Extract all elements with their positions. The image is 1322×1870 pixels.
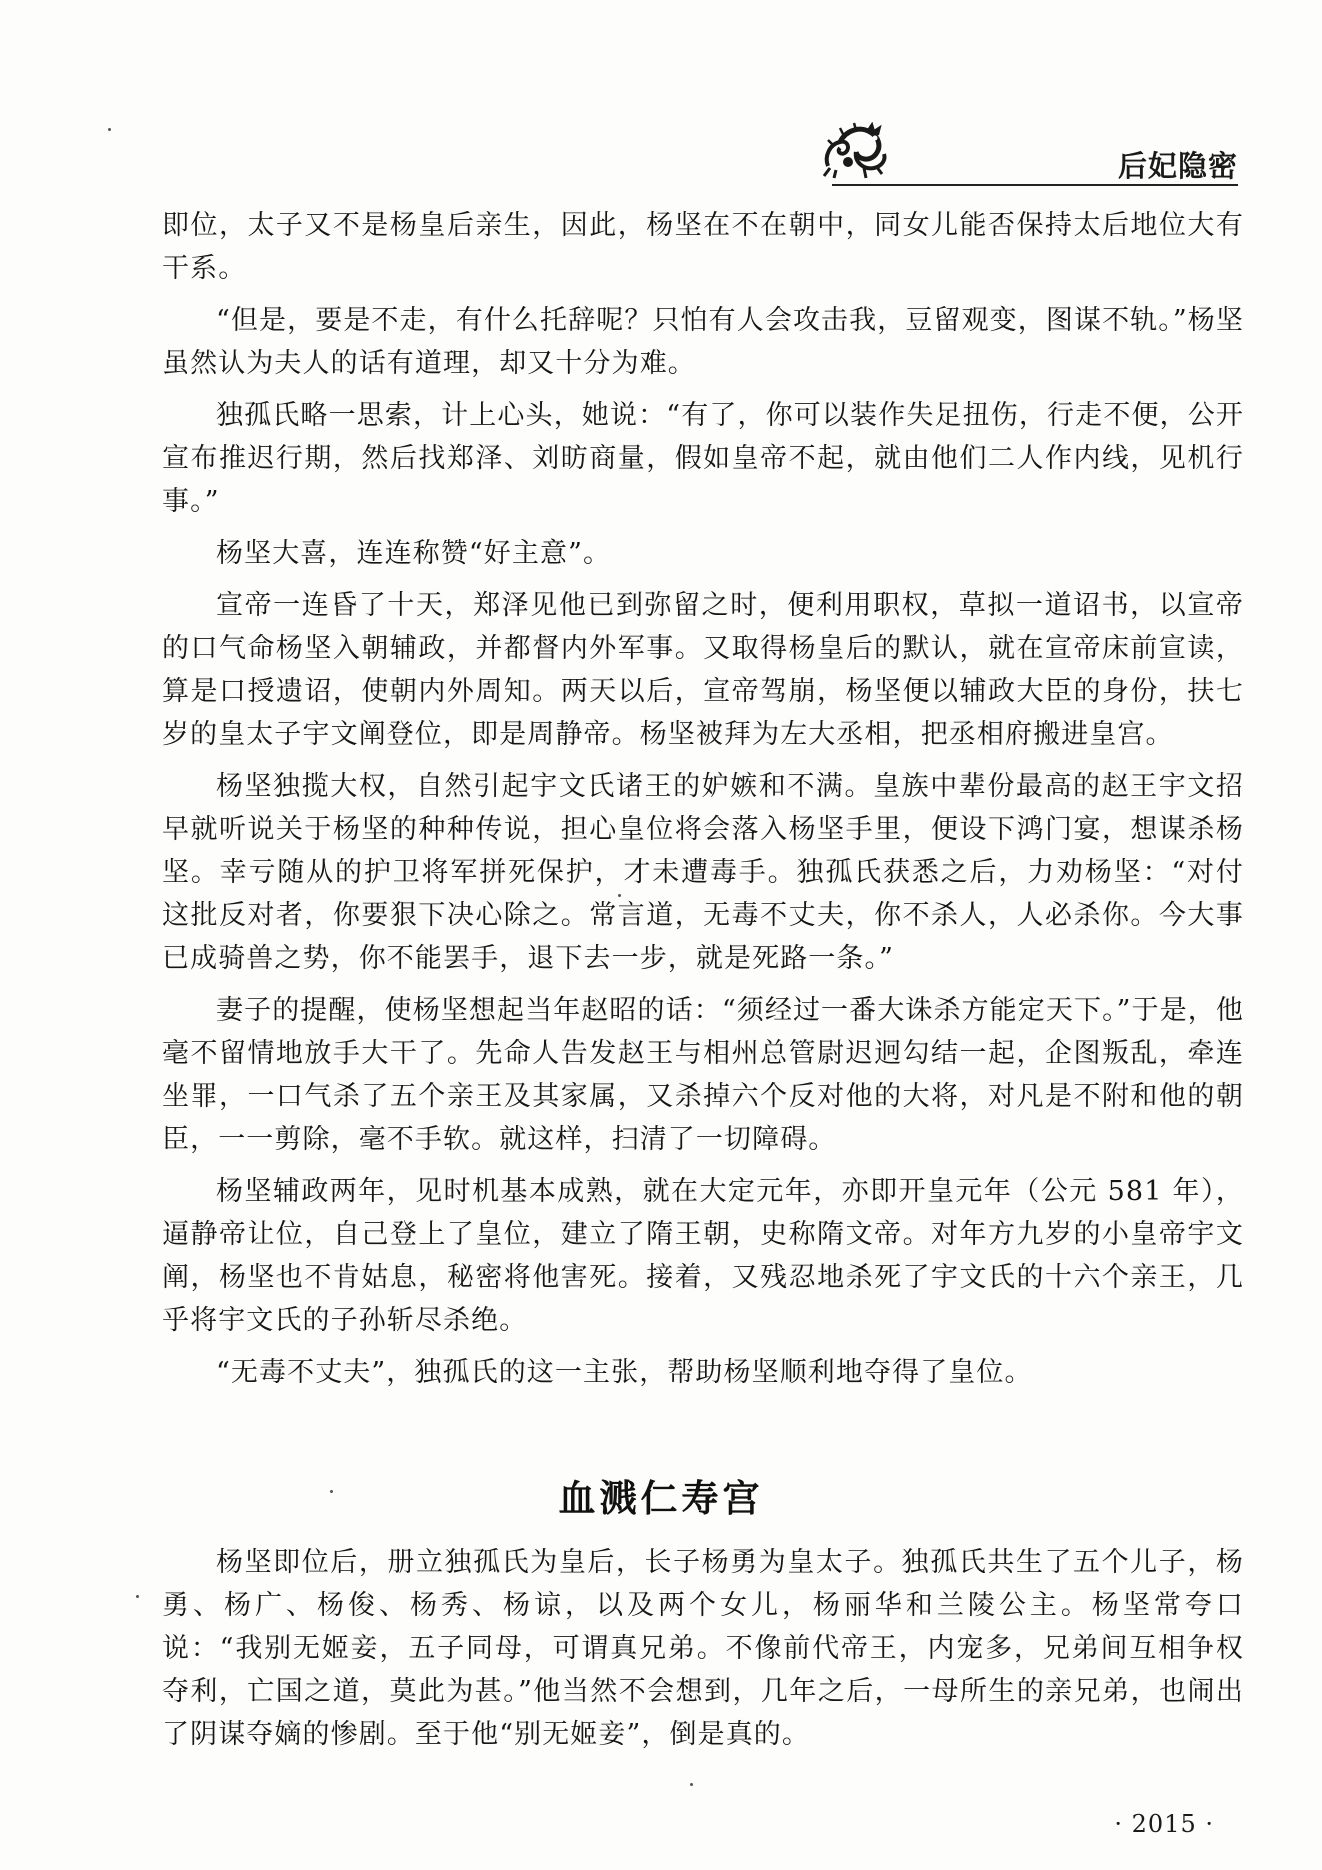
scan-speck	[690, 1783, 693, 1786]
paragraph: 独孤氏略一思索，计上心头，她说：“有了，你可以装作失足扭伤，行走不便，公开宣布推迟行期，然后找郑泽、刘昉商量，假如皇帝不起，就由他们二人作内线，见机行事。”	[162, 400, 1244, 517]
paragraph: “但是，要是不走，有什么托辞呢？只怕有人会攻击我，豆留观变，图谋不轨。”杨坚虽然认为夫人的话有道理，却又十分为难。	[162, 305, 1244, 379]
paragraph: “无毒不丈夫”，独孤氏的这一主张，帮助杨坚顺利地夺得了皇位。	[216, 1357, 1033, 1388]
body-text-after	[162, 1541, 1244, 1756]
paragraph: 宣帝一连昏了十天，郑泽见他已到弥留之时，便利用职权，草拟一道诏书，以宣帝的口气命杨坚入朝辅政，并都督内外军事。又取得杨皇后的默认，就在宣帝床前宣读，算是口授遗诏，使朝内外周知。两天以后，宣帝驾崩，杨坚便以辅政大臣的身份，扶七岁的皇太子宇文阐登位，即是周静帝。杨坚被拜为左大丞相，把丞相府搬进皇宫。	[162, 590, 1244, 750]
header-rule	[832, 184, 1238, 186]
body-text-before	[162, 204, 1244, 1394]
scan-speck	[330, 1490, 333, 1493]
paragraph: 即位，太子又不是杨皇后亲生，因此，杨坚在不在朝中，同女儿能否保持太后地位大有干系。	[162, 210, 1244, 284]
running-header-title: 后妃隐密	[1117, 149, 1238, 183]
scan-speck	[108, 128, 111, 131]
paragraph: 妻子的提醒，使杨坚想起当年赵昭的话：“须经过一番大诛杀方能定天下。”于是，他毫不留情地放手大干了。先命人告发赵王与相州总管尉迟迥勾结一起，企图叛乱，牵连坐罪，一口气杀了五个亲王及其家属，又杀掉六个反对他的大将，对凡是不附和他的朝臣，一一剪除，毫不手软。就这样，扫清了一切障碍。	[162, 995, 1244, 1155]
scan-speck	[136, 1595, 139, 1598]
running-header	[820, 118, 1238, 192]
section-title: 血溅仁寿宫	[558, 1477, 764, 1520]
paragraph: 杨坚辅政两年，见时机基本成熟，就在大定元年，亦即开皇元年（公元 581 年），逼静帝让位，自己登上了皇位，建立了隋王朝，史称隋文帝。对年方九岁的小皇帝宇文阐，杨坚也不肯姑息，秘密将他害死。接着，又残忍地杀死了宇文氏的十六个亲王，几乎将宇文氏的子孙斩尽杀绝。	[162, 1176, 1244, 1336]
scan-speck	[618, 894, 621, 897]
paragraph: 杨坚即位后，册立独孤氏为皇后，长子杨勇为皇太子。独孤氏共生了五个儿子，杨勇、杨广、杨俊、杨秀、杨谅，以及两个女儿，杨丽华和兰陵公主。杨坚常夸口说：“我别无姬妾，五子同母，可谓真兄弟。不像前代帝王，内宠多，兄弟间互相争权夺利，亡国之道，莫此为甚。”他当然不会想到，几年之后，一母所生的亲兄弟，也闹出了阴谋夺嫡的惨剧。至于他“别无姬妾”，倒是真的。	[162, 1547, 1244, 1750]
paragraph: 杨坚独揽大权，自然引起宇文氏诸王的妒嫉和不满。皇族中辈份最高的赵王宇文招早就听说关于杨坚的种种传说，担心皇位将会落入杨坚手里，便设下鸿门宴，想谋杀杨坚。幸亏随从的护卫将军拼死保护，才未遭毒手。独孤氏获悉之后，力劝杨坚：“对付这批反对者，你要狠下决心除之。常言道，无毒不丈夫，你不杀人，人必杀你。今大事已成骑兽之势，你不能罢手，退下去一步，就是死路一条。”	[162, 771, 1244, 974]
page-number: · 2015 ·	[1114, 1810, 1214, 1838]
paragraph: 杨坚大喜，连连称赞“好主意”。	[216, 538, 612, 569]
dragon-icon	[820, 122, 892, 182]
